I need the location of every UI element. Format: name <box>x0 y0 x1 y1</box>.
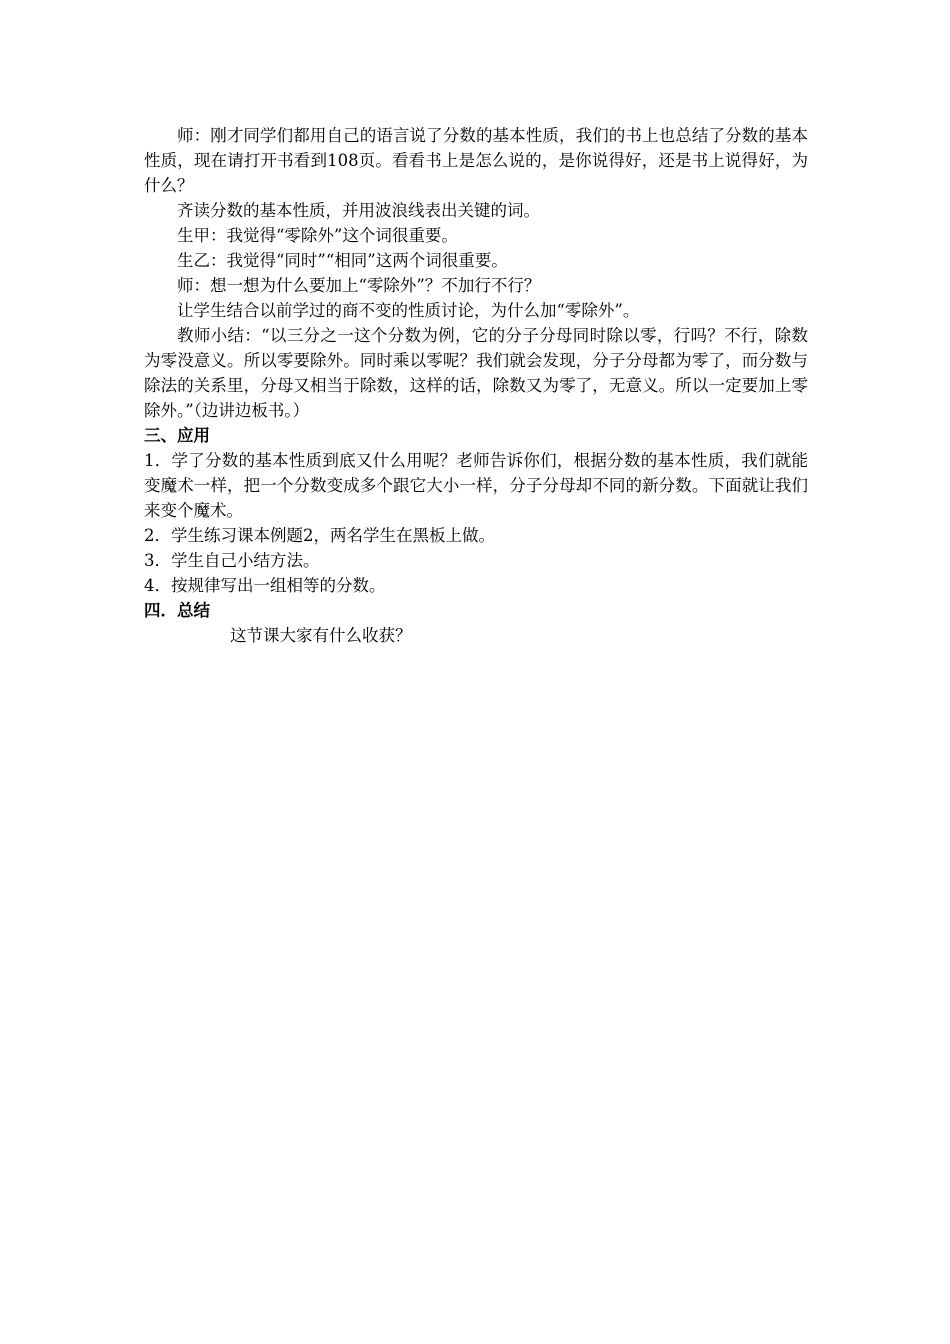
teacher-paragraph-1: 师：刚才同学们都用自己的语言说了分数的基本性质，我们的书上也总结了分数的基本性质，现在请打开书看到108页。看看书上是怎么说的，是你说得好，还是书上说得好，为什么？ <box>144 126 808 195</box>
document-body <box>144 123 808 648</box>
student-b-paragraph: 生乙：我觉得“同时”“相同”这两个词很重要。 <box>177 251 508 270</box>
read-aloud-paragraph: 齐读分数的基本性质，并用波浪线表出关键的词。 <box>177 201 540 220</box>
teacher-paragraph-2: 师：想一想为什么要加上“零除外”？不加行不行？ <box>177 276 541 295</box>
application-item-2: 2．学生练习课本例题2，两名学生在黑板上做。 <box>144 526 495 545</box>
application-item-4: 4．按规律写出一组相等的分数。 <box>144 576 386 595</box>
application-item-1: 1．学了分数的基本性质到底又什么用呢？老师告诉你们，根据分数的基本性质，我们就能变魔术一样，把一个分数变成多个跟它大小一样，分子分母却不同的新分数。下面就让我们来变个魔术。 <box>144 451 808 520</box>
teacher-summary-paragraph: 教师小结：“以三分之一这个分数为例，它的分子分母同时除以零，行吗？不行，除数为零没意义。所以零要除外。同时乘以零呢？我们就会发现，分子分母都为零了，而分数与除法的关系里，分母又相当于除数，这样的话，除数又为零了，无意义。所以一定要加上零除外。”（边讲边板书。） <box>144 326 808 420</box>
summary-question: 这节课大家有什么收获？ <box>230 626 412 645</box>
section-heading-summary: 四．总结 <box>144 601 210 620</box>
application-item-3: 3．学生自己小结方法。 <box>144 551 320 570</box>
section-heading-application: 三、应用 <box>144 426 210 445</box>
discussion-paragraph: 让学生结合以前学过的商不变的性质讨论，为什么加“零除外”。 <box>177 301 640 320</box>
student-a-paragraph: 生甲：我觉得“零除外”这个词很重要。 <box>177 226 458 245</box>
